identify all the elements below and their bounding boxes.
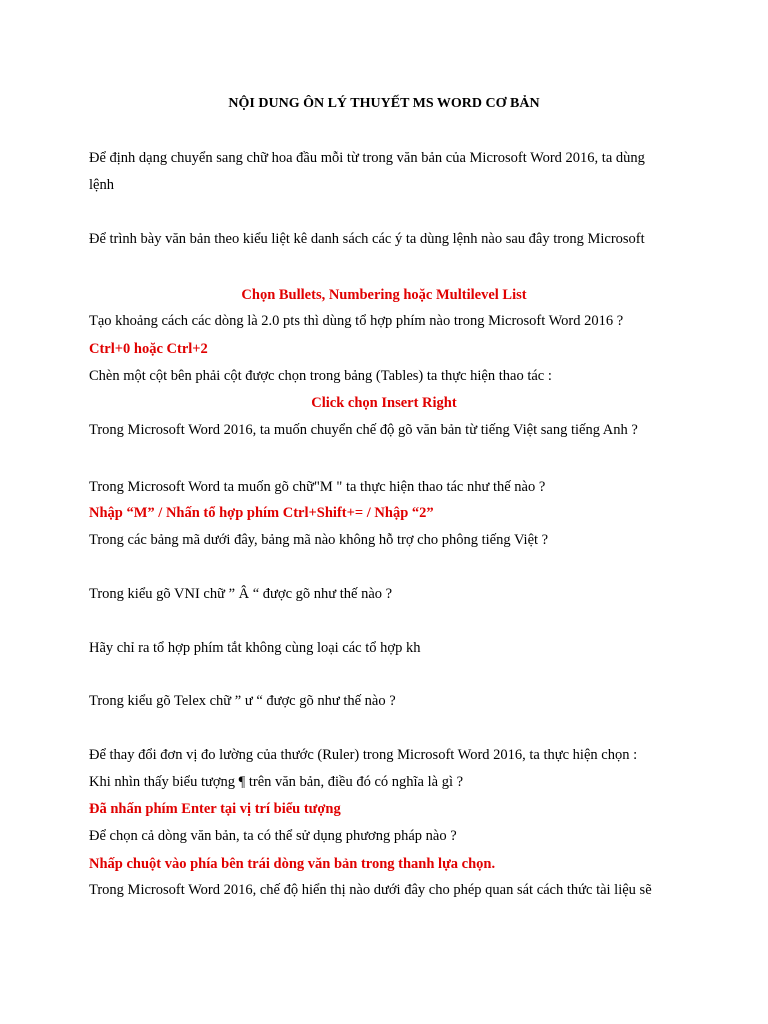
question-text: lệnh bbox=[89, 177, 114, 193]
question-text: Khi nhìn thấy biểu tượng ¶ trên văn bản, điều đó có nghĩa là gì ? bbox=[89, 774, 464, 790]
question-text: Để thay đổi đơn vị đo lường của thước (Ruler) trong Microsoft Word 2016, ta thực hiện chọn : bbox=[89, 747, 638, 763]
document-title: NỘI DUNG ÔN LÝ THUYẾT MS WORD CƠ BẢN bbox=[228, 96, 540, 111]
answer-text: Ctrl+0 hoặc Ctrl+2 bbox=[89, 341, 208, 357]
answer-text: Click chọn Insert Right bbox=[311, 395, 457, 411]
question-text: Để định dạng chuyển sang chữ hoa đầu mỗi từ trong văn bản của Microsoft Word 2016, ta dùng bbox=[89, 150, 645, 166]
question-text: Tạo khoảng cách các dòng là 2.0 pts thì dùng tổ hợp phím nào trong Microsoft Word 2016 ? bbox=[89, 313, 624, 329]
answer-text: Nhấp chuột vào phía bên trái dòng văn bản trong thanh lựa chọn. bbox=[89, 856, 496, 872]
answer-text: Chọn Bullets, Numbering hoặc Multilevel List bbox=[241, 287, 527, 303]
question-text: Trong Microsoft Word 2016, ta muốn chuyển chế độ gõ văn bản từ tiếng Việt sang tiếng Anh ? bbox=[89, 422, 638, 438]
question-text: Trong các bảng mã dưới đây, bảng mã nào không hỗ trợ cho phông tiếng Việt ? bbox=[89, 532, 549, 548]
question-text: Để trình bày văn bản theo kiểu liệt kê danh sách các ý ta dùng lệnh nào sau đây trong Microsoft bbox=[89, 231, 645, 247]
question-text: Trong kiểu gõ Telex chữ ” ư “ được gõ như thế nào ? bbox=[89, 693, 396, 709]
question-text: Chèn một cột bên phải cột được chọn trong bảng (Tables) ta thực hiện thao tác : bbox=[89, 368, 552, 384]
answer-text: Nhập “M” / Nhấn tổ hợp phím Ctrl+Shift+= / Nhập “2” bbox=[89, 505, 434, 521]
question-text: Hãy chỉ ra tổ hợp phím tắt không cùng loại các tổ hợp kh bbox=[89, 640, 421, 656]
question-text: Trong kiểu gõ VNI chữ ” Â “ được gõ như thế nào ? bbox=[89, 586, 393, 602]
question-text: Trong Microsoft Word ta muốn gõ chữ"M " ta thực hiện thao tác như thế nào ? bbox=[89, 479, 546, 495]
question-text: Để chọn cả dòng văn bản, ta có thể sử dụng phương pháp nào ? bbox=[89, 828, 457, 844]
question-text: Trong Microsoft Word 2016, chế độ hiển thị nào dưới đây cho phép quan sát cách thức tài liệu sẽ bbox=[89, 882, 652, 898]
answer-text: Đã nhấn phím Enter tại vị trí biểu tượng bbox=[89, 801, 341, 817]
